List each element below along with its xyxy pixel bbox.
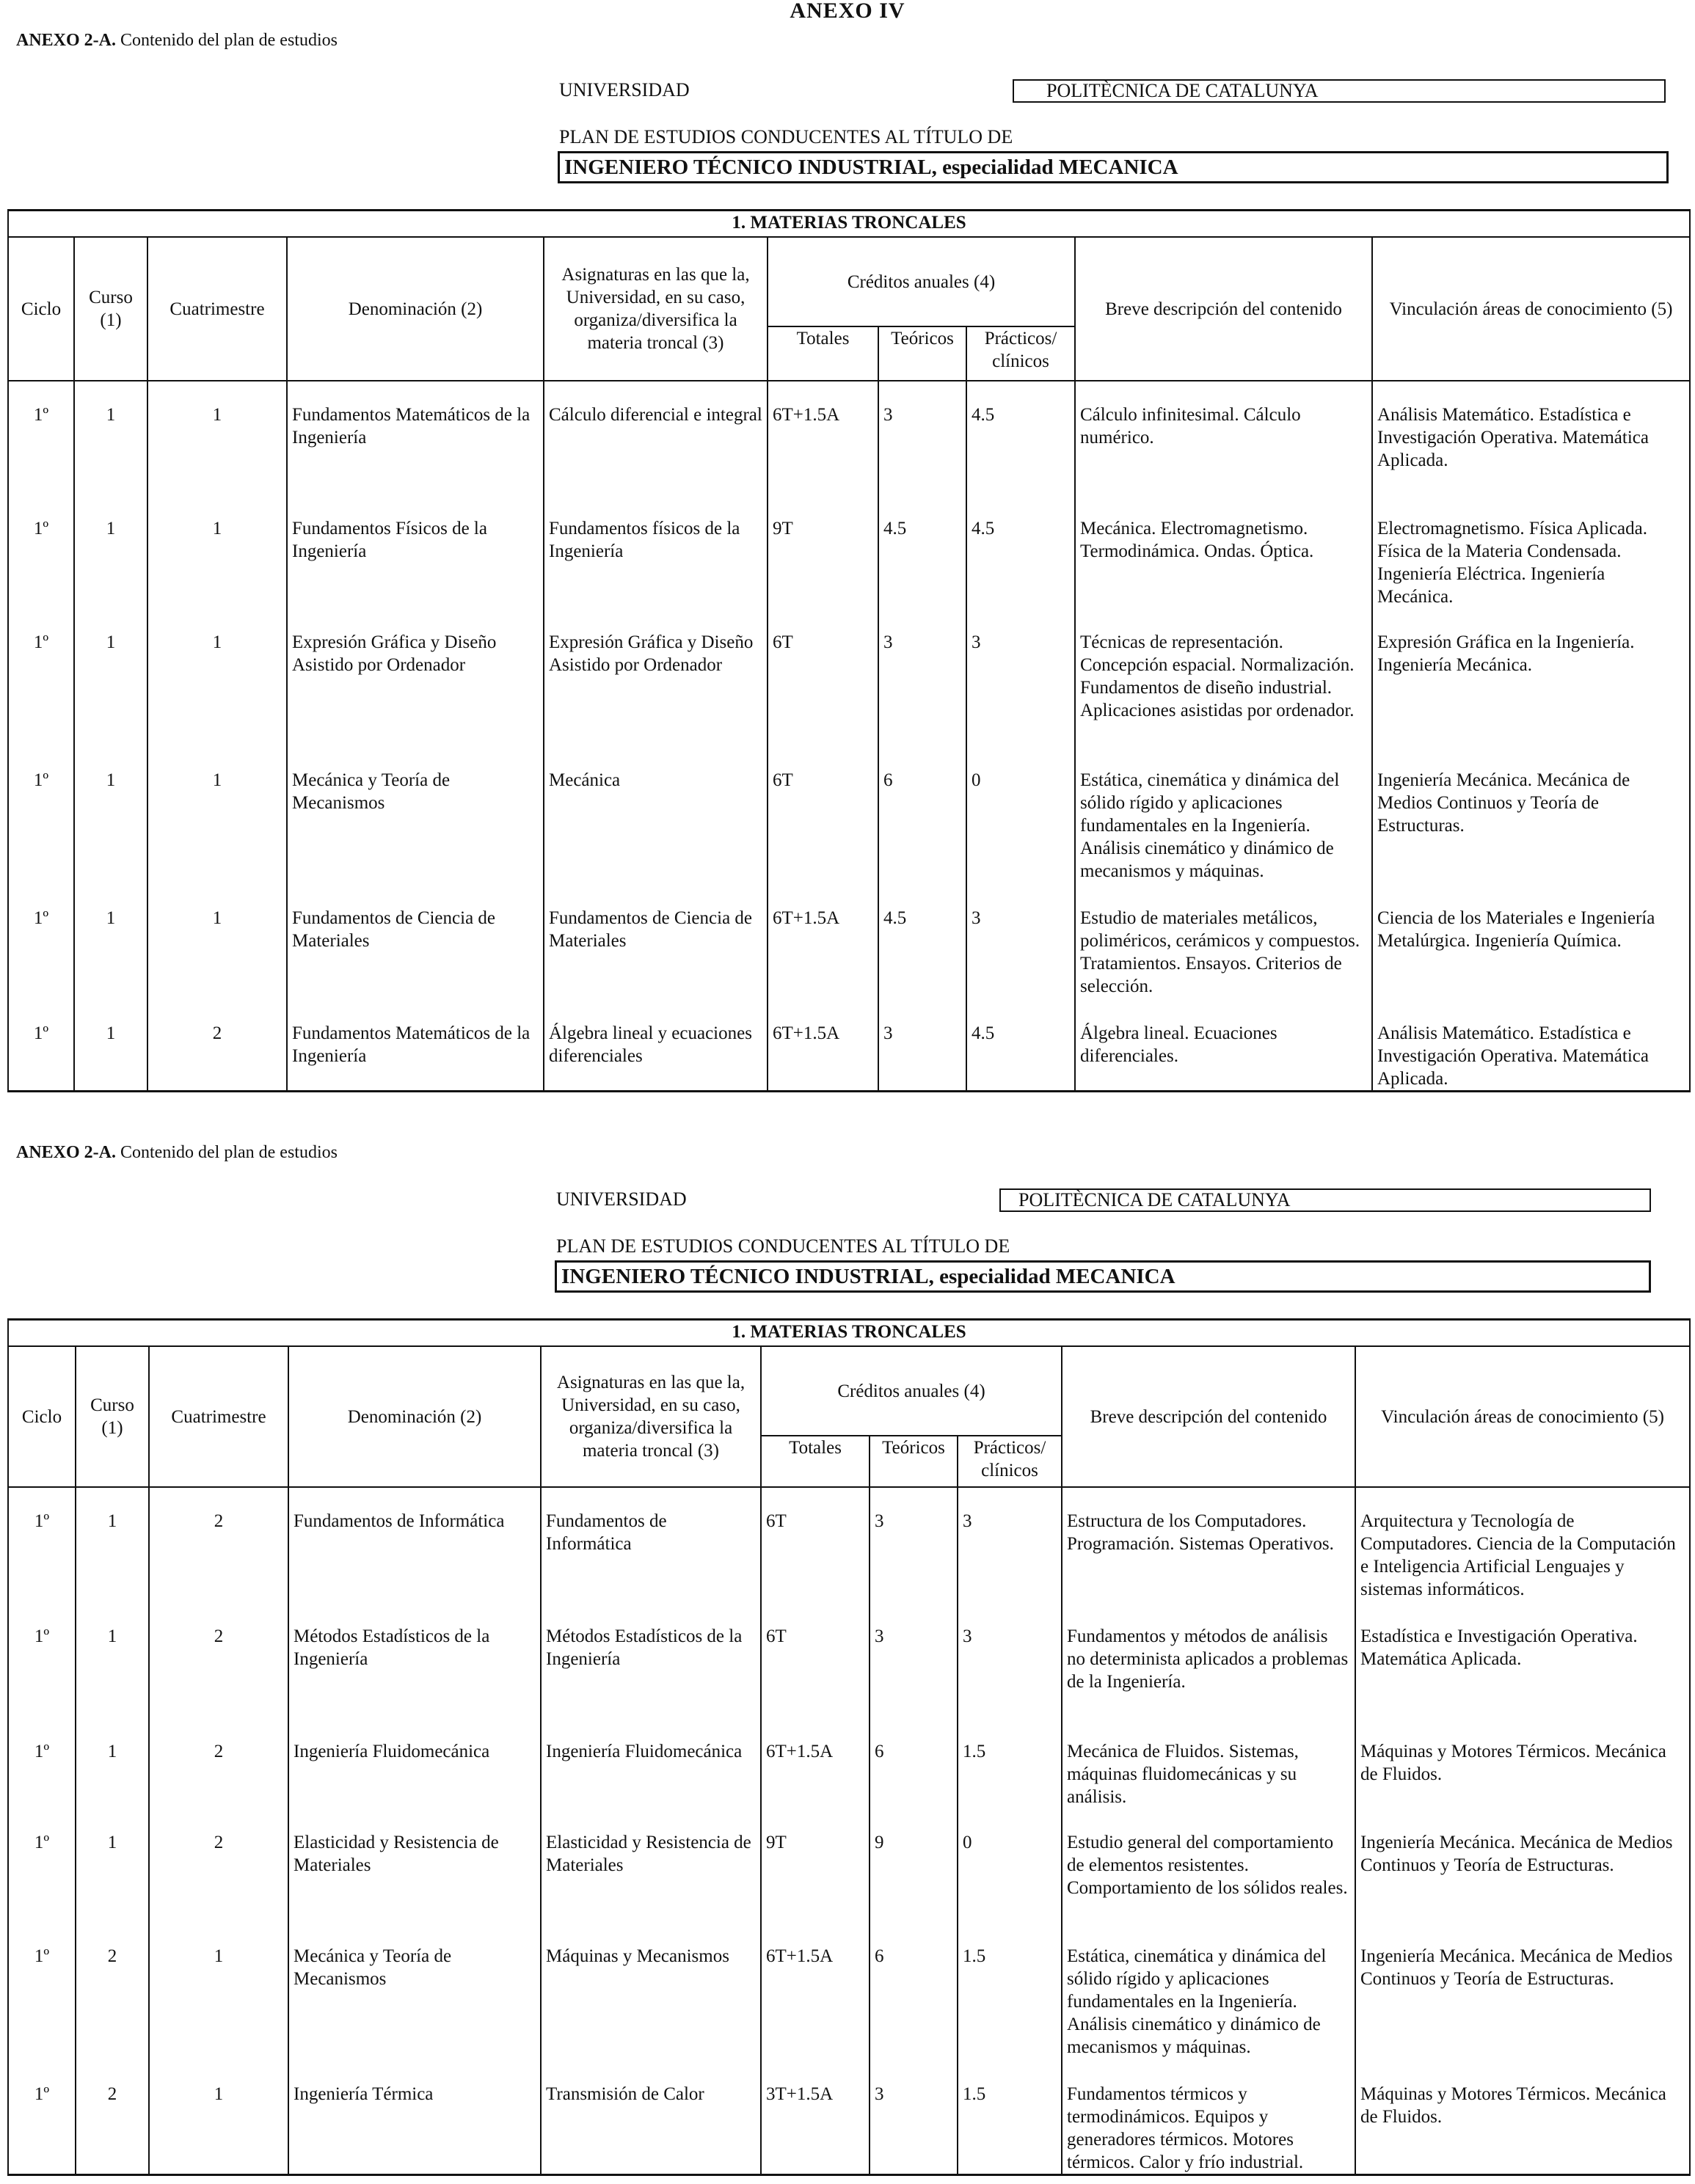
cell-asignatura: Fundamentos de Informática bbox=[541, 1504, 761, 1619]
materias-troncales-table bbox=[7, 1318, 1691, 2176]
cell-vinculacion: Ciencia de los Materiales e Ingeniería Metalúrgica. Ingeniería Química. bbox=[1372, 901, 1690, 1016]
header-asignaturas: Asignaturas en las que la, Universidad, en su caso, organiza/diversifica la materia troncal (3) bbox=[544, 237, 768, 381]
cell-practicos: 1.5 bbox=[958, 2077, 1062, 2175]
materias-troncales-table bbox=[7, 209, 1691, 1092]
cell-practicos: 3 bbox=[958, 1504, 1062, 1619]
cell-cuatrimestre: 1 bbox=[149, 1939, 288, 2077]
header-ciclo: Ciclo bbox=[8, 237, 74, 381]
cell-asignatura: Expresión Gráfica y Diseño Asistido por Ordenador bbox=[544, 625, 768, 763]
cell-denominacion: Fundamentos Matemáticos de la Ingeniería bbox=[287, 1016, 544, 1092]
cell-totales: 3T+1.5A bbox=[761, 2077, 870, 2175]
anexo-sublabel bbox=[16, 1143, 338, 1163]
cell-descripcion: Técnicas de representación. Concepción espacial. Normalización. Fundamentos de diseño industrial. Aplicaciones asistidas por ordenador. bbox=[1075, 625, 1372, 763]
cell-descripcion: Cálculo infinitesimal. Cálculo numérico. bbox=[1075, 398, 1372, 511]
plan-label: PLAN DE ESTUDIOS CONDUCENTES AL TÍTULO DE bbox=[559, 126, 1013, 147]
cell-descripcion: Estática, cinemática y dinámica del sólido rígido y aplicaciones fundamentales en la Ingeniería. Análisis cinemático y dinámico de mecanismos y máquinas. bbox=[1062, 1939, 1355, 2077]
table-row bbox=[8, 1504, 1690, 1619]
table-row bbox=[8, 901, 1690, 1016]
header-teoricos: Teóricos bbox=[870, 1436, 958, 1487]
cell-vinculacion: Arquitectura y Tecnología de Computadores. Ciencia de la Computación e Inteligencia Artificial Lenguajes y sistemas informáticos. bbox=[1355, 1504, 1690, 1619]
cell-curso: 1 bbox=[74, 625, 147, 763]
cell-teoricos: 3 bbox=[870, 2077, 958, 2175]
cell-descripcion: Estudio de materiales metálicos, poliméricos, cerámicos y compuestos. Tratamientos. Ensayos. Criterios de selección. bbox=[1075, 901, 1372, 1016]
cell-vinculacion: Ingeniería Mecánica. Mecánica de Medios Continuos y Teoría de Estructuras. bbox=[1355, 1939, 1690, 2077]
table-row bbox=[8, 511, 1690, 625]
cell-totales: 6T+1.5A bbox=[768, 901, 878, 1016]
cell-curso: 1 bbox=[74, 1016, 147, 1092]
cell-vinculacion: Máquinas y Motores Térmicos. Mecánica de Fluidos. bbox=[1355, 2077, 1690, 2175]
cell-asignatura: Fundamentos de Ciencia de Materiales bbox=[544, 901, 768, 1016]
cell-ciclo: 1º bbox=[8, 1504, 76, 1619]
header-creditos: Créditos anuales (4) bbox=[768, 237, 1075, 326]
cell-denominacion: Ingeniería Fluidomecánica bbox=[288, 1734, 541, 1825]
cell-totales: 6T bbox=[768, 625, 878, 763]
cell-descripcion: Fundamentos y métodos de análisis no determinista aplicados a problemas de la Ingeniería. bbox=[1062, 1619, 1355, 1734]
cell-descripcion: Mecánica. Electromagnetismo. Termodinámica. Ondas. Óptica. bbox=[1075, 511, 1372, 625]
cell-denominacion: Mecánica y Teoría de Mecanismos bbox=[288, 1939, 541, 2077]
header-practicos: Prácticos/ clínicos bbox=[966, 326, 1075, 381]
header-totales: Totales bbox=[761, 1436, 870, 1487]
cell-cuatrimestre: 1 bbox=[149, 2077, 288, 2175]
header-denominacion: Denominación (2) bbox=[288, 1346, 541, 1487]
cell-descripcion: Estructura de los Computadores. Programación. Sistemas Operativos. bbox=[1062, 1504, 1355, 1619]
cell-practicos: 4.5 bbox=[966, 1016, 1075, 1092]
cell-totales: 6T+1.5A bbox=[768, 1016, 878, 1092]
cell-totales: 9T bbox=[768, 511, 878, 625]
titulo-value: INGENIERO TÉCNICO INDUSTRIAL, especialidad MECANICA bbox=[555, 1260, 1651, 1293]
cell-teoricos: 4.5 bbox=[878, 511, 966, 625]
cell-ciclo: 1º bbox=[8, 625, 74, 763]
cell-asignatura: Mecánica bbox=[544, 763, 768, 901]
header-teoricos: Teóricos bbox=[878, 326, 966, 381]
cell-descripcion: Estudio general del comportamiento de elementos resistentes. Comportamiento de los sólidos reales. bbox=[1062, 1825, 1355, 1939]
cell-asignatura: Máquinas y Mecanismos bbox=[541, 1939, 761, 2077]
cell-practicos: 1.5 bbox=[958, 1734, 1062, 1825]
cell-cuatrimestre: 1 bbox=[147, 763, 287, 901]
cell-vinculacion: Expresión Gráfica en la Ingeniería. Ingeniería Mecánica. bbox=[1372, 625, 1690, 763]
cell-teoricos: 3 bbox=[878, 398, 966, 511]
header-totales: Totales bbox=[768, 326, 878, 381]
cell-practicos: 3 bbox=[966, 625, 1075, 763]
anexo-sublabel-bold: ANEXO 2-A. bbox=[16, 31, 116, 50]
cell-cuatrimestre: 2 bbox=[147, 1016, 287, 1092]
anexo-sublabel-rest: Contenido del plan de estudios bbox=[116, 31, 338, 50]
cell-teoricos: 6 bbox=[870, 1939, 958, 2077]
cell-practicos: 0 bbox=[966, 763, 1075, 901]
cell-denominacion: Fundamentos Físicos de la Ingeniería bbox=[287, 511, 544, 625]
header-asignaturas: Asignaturas en las que la, Universidad, en su caso, organiza/diversifica la materia troncal (3) bbox=[541, 1346, 761, 1487]
universidad-label: UNIVERSIDAD bbox=[559, 79, 690, 101]
cell-cuatrimestre: 1 bbox=[147, 511, 287, 625]
cell-curso: 1 bbox=[74, 398, 147, 511]
cell-vinculacion: Máquinas y Motores Térmicos. Mecánica de Fluidos. bbox=[1355, 1734, 1690, 1825]
cell-cuatrimestre: 2 bbox=[149, 1734, 288, 1825]
cell-asignatura: Elasticidad y Resistencia de Materiales bbox=[541, 1825, 761, 1939]
cell-ciclo: 1º bbox=[8, 901, 74, 1016]
universidad-value: POLITÈCNICA DE CATALUNYA bbox=[999, 1188, 1651, 1212]
cell-descripcion: Mecánica de Fluidos. Sistemas, máquinas fluidomecánicas y su análisis. bbox=[1062, 1734, 1355, 1825]
table-row bbox=[8, 1734, 1690, 1825]
cell-curso: 1 bbox=[74, 901, 147, 1016]
cell-vinculacion: Electromagnetismo. Física Aplicada. Física de la Materia Condensada. Ingeniería Eléctrica. Ingeniería Mecánica. bbox=[1372, 511, 1690, 625]
anexo-title: ANEXO IV bbox=[790, 0, 905, 23]
cell-teoricos: 3 bbox=[870, 1504, 958, 1619]
table-row bbox=[8, 1825, 1690, 1939]
cell-ciclo: 1º bbox=[8, 398, 74, 511]
header-vinculacion: Vinculación áreas de conocimiento (5) bbox=[1372, 237, 1690, 381]
cell-totales: 6T+1.5A bbox=[761, 1734, 870, 1825]
cell-vinculacion: Estadística e Investigación Operativa. Matemática Aplicada. bbox=[1355, 1619, 1690, 1734]
cell-teoricos: 3 bbox=[878, 1016, 966, 1092]
cell-denominacion: Fundamentos Matemáticos de la Ingeniería bbox=[287, 398, 544, 511]
cell-teoricos: 4.5 bbox=[878, 901, 966, 1016]
cell-totales: 6T bbox=[768, 763, 878, 901]
cell-curso: 1 bbox=[76, 1504, 149, 1619]
cell-teoricos: 9 bbox=[870, 1825, 958, 1939]
cell-totales: 9T bbox=[761, 1825, 870, 1939]
cell-teoricos: 6 bbox=[870, 1734, 958, 1825]
universidad-value: POLITÈCNICA DE CATALUNYA bbox=[1013, 79, 1666, 103]
cell-asignatura: Fundamentos físicos de la Ingeniería bbox=[544, 511, 768, 625]
cell-ciclo: 1º bbox=[8, 2077, 76, 2175]
table-caption: 1. MATERIAS TRONCALES bbox=[8, 1320, 1690, 1347]
cell-denominacion: Elasticidad y Resistencia de Materiales bbox=[288, 1825, 541, 1939]
cell-ciclo: 1º bbox=[8, 763, 74, 901]
cell-practicos: 0 bbox=[958, 1825, 1062, 1939]
cell-teoricos: 3 bbox=[870, 1619, 958, 1734]
cell-practicos: 4.5 bbox=[966, 398, 1075, 511]
cell-asignatura: Transmisión de Calor bbox=[541, 2077, 761, 2175]
header-descripcion: Breve descripción del contenido bbox=[1075, 237, 1372, 381]
cell-vinculacion: Ingeniería Mecánica. Mecánica de Medios Continuos y Teoría de Estructuras. bbox=[1372, 763, 1690, 901]
cell-cuatrimestre: 1 bbox=[147, 901, 287, 1016]
table-caption: 1. MATERIAS TRONCALES bbox=[8, 211, 1690, 238]
header-vinculacion: Vinculación áreas de conocimiento (5) bbox=[1355, 1346, 1690, 1487]
cell-curso: 1 bbox=[74, 511, 147, 625]
table-row bbox=[8, 2077, 1690, 2175]
cell-denominacion: Expresión Gráfica y Diseño Asistido por Ordenador bbox=[287, 625, 544, 763]
header-cuatrimestre: Cuatrimestre bbox=[147, 237, 287, 381]
cell-vinculacion: Análisis Matemático. Estadística e Investigación Operativa. Matemática Aplicada. bbox=[1372, 398, 1690, 511]
cell-totales: 6T+1.5A bbox=[768, 398, 878, 511]
cell-totales: 6T bbox=[761, 1504, 870, 1619]
cell-teoricos: 6 bbox=[878, 763, 966, 901]
cell-denominacion: Ingeniería Térmica bbox=[288, 2077, 541, 2175]
cell-vinculacion: Análisis Matemático. Estadística e Investigación Operativa. Matemática Aplicada. bbox=[1372, 1016, 1690, 1092]
cell-denominacion: Métodos Estadísticos de la Ingeniería bbox=[288, 1619, 541, 1734]
universidad-label: UNIVERSIDAD bbox=[556, 1188, 687, 1210]
cell-curso: 2 bbox=[76, 1939, 149, 2077]
cell-cuatrimestre: 1 bbox=[147, 398, 287, 511]
table-row bbox=[8, 1619, 1690, 1734]
cell-ciclo: 1º bbox=[8, 511, 74, 625]
header-practicos: Prácticos/ clínicos bbox=[958, 1436, 1062, 1487]
anexo-sublabel bbox=[16, 31, 338, 51]
cell-curso: 2 bbox=[76, 2077, 149, 2175]
table-row bbox=[8, 1016, 1690, 1092]
cell-asignatura: Métodos Estadísticos de la Ingeniería bbox=[541, 1619, 761, 1734]
table-row bbox=[8, 625, 1690, 763]
cell-practicos: 3 bbox=[958, 1619, 1062, 1734]
titulo-value: INGENIERO TÉCNICO INDUSTRIAL, especialidad MECANICA bbox=[558, 151, 1669, 183]
cell-curso: 1 bbox=[76, 1619, 149, 1734]
cell-asignatura: Ingeniería Fluidomecánica bbox=[541, 1734, 761, 1825]
cell-ciclo: 1º bbox=[8, 1734, 76, 1825]
anexo-sublabel-rest: Contenido del plan de estudios bbox=[116, 1143, 338, 1162]
header-descripcion: Breve descripción del contenido bbox=[1062, 1346, 1355, 1487]
cell-descripcion: Fundamentos térmicos y termodinámicos. Equipos y generadores térmicos. Motores térmicos. Calor y frío industrial. bbox=[1062, 2077, 1355, 2175]
cell-curso: 1 bbox=[76, 1825, 149, 1939]
header-curso: Curso (1) bbox=[74, 237, 147, 381]
cell-vinculacion: Ingeniería Mecánica. Mecánica de Medios Continuos y Teoría de Estructuras. bbox=[1355, 1825, 1690, 1939]
anexo-sublabel-bold: ANEXO 2-A. bbox=[16, 1143, 116, 1162]
cell-totales: 6T+1.5A bbox=[761, 1939, 870, 2077]
cell-denominacion: Mecánica y Teoría de Mecanismos bbox=[287, 763, 544, 901]
cell-cuatrimestre: 2 bbox=[149, 1504, 288, 1619]
cell-ciclo: 1º bbox=[8, 1939, 76, 2077]
cell-denominacion: Fundamentos de Informática bbox=[288, 1504, 541, 1619]
cell-totales: 6T bbox=[761, 1619, 870, 1734]
cell-curso: 1 bbox=[76, 1734, 149, 1825]
cell-practicos: 4.5 bbox=[966, 511, 1075, 625]
header-curso: Curso (1) bbox=[76, 1346, 149, 1487]
cell-asignatura: Cálculo diferencial e integral bbox=[544, 398, 768, 511]
cell-ciclo: 1º bbox=[8, 1016, 74, 1092]
cell-denominacion: Fundamentos de Ciencia de Materiales bbox=[287, 901, 544, 1016]
header-denominacion: Denominación (2) bbox=[287, 237, 544, 381]
table-row bbox=[8, 1939, 1690, 2077]
cell-teoricos: 3 bbox=[878, 625, 966, 763]
cell-asignatura: Álgebra lineal y ecuaciones diferenciales bbox=[544, 1016, 768, 1092]
header-ciclo: Ciclo bbox=[8, 1346, 76, 1487]
cell-descripcion: Álgebra lineal. Ecuaciones diferenciales. bbox=[1075, 1016, 1372, 1092]
cell-curso: 1 bbox=[74, 763, 147, 901]
table-row bbox=[8, 398, 1690, 511]
table-row bbox=[8, 763, 1690, 901]
cell-cuatrimestre: 1 bbox=[147, 625, 287, 763]
cell-cuatrimestre: 2 bbox=[149, 1619, 288, 1734]
header-creditos: Créditos anuales (4) bbox=[761, 1346, 1062, 1436]
cell-ciclo: 1º bbox=[8, 1619, 76, 1734]
header-cuatrimestre: Cuatrimestre bbox=[149, 1346, 288, 1487]
cell-practicos: 3 bbox=[966, 901, 1075, 1016]
cell-practicos: 1.5 bbox=[958, 1939, 1062, 2077]
cell-ciclo: 1º bbox=[8, 1825, 76, 1939]
plan-label: PLAN DE ESTUDIOS CONDUCENTES AL TÍTULO DE bbox=[556, 1235, 1010, 1257]
cell-descripcion: Estática, cinemática y dinámica del sólido rígido y aplicaciones fundamentales en la Ingeniería. Análisis cinemático y dinámico de mecanismos y máquinas. bbox=[1075, 763, 1372, 901]
cell-cuatrimestre: 2 bbox=[149, 1825, 288, 1939]
